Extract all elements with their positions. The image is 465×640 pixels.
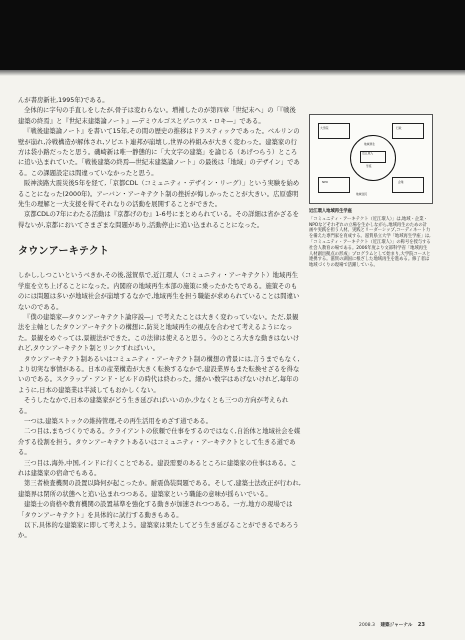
body-paragraph: 三つ目は,海外,中国,インドに行くことである。建設需要のあるところに建築家の仕事はある。これは建築家の宿命でもある。: [18, 459, 297, 477]
diagram-label: 近江環人: [362, 151, 374, 155]
body-paragraph: 以下,具体的な建築家に即して考えよう。建築家は果たしてどう生き延びることができるであろうか。: [18, 522, 299, 540]
page-footer: [355, 622, 425, 628]
sidebar-caption-title: 近江環人地域再生学座: [309, 209, 352, 214]
section-heading: タウンアーキテクト: [18, 246, 110, 258]
body-paragraph: 第三者検査機関の設置以降何が起こったか。耐震偽装問題である。そして,建築士法改正が行われ,建築界は閉所の状態へと追い込まれつつある。建築家という職能の意味が揺らいでいる。: [18, 480, 301, 498]
body-paragraph: 阪神淡路大震災後5年を経て,「京都CDL（コミュニティ・デザイン・リーグ）」という実験を始めることになった(2000年)。アーバン・アーキテクト制の挫折が悔しかったことが大きい。広原盛明先生の理解と一大支援を得てそれなりの活動を展開することができた。: [18, 180, 300, 209]
body-paragraph: 『僕の建築家―タウンアーキテクト論序説―』で考えたことは大きく変わっていない。ただ,景観法を主軸としたタウンアーキテクトの構想に,防災と地域再生の視点を合わせて考えるようになった。景観をめぐっては,景観法ができた。この法律は使えると思う。今のところ大きな動きはないけれど,タウンアーキテクト制とリンクすればいい。: [18, 313, 300, 353]
sidebar-column: [309, 114, 431, 269]
diagram-box: [392, 177, 424, 193]
body-paragraph: しかし,しつこいというべきか,その後,滋賀県で,近江環人（コミュニティ・アーキテクト）地域再生学座を立ち上げることになった。内閣府の地域再生本部の施策に乗ったかたちである。施策そのものには問題は多いが地域社会が崩壊するなかで,地域再生を担う職能が求められていることは間違いないのである。: [18, 272, 300, 311]
page-fold-shadow: [0, 70, 465, 76]
sidebar-caption: [309, 209, 431, 269]
body-paragraph: 建築士の資格や教育機関の設置基準を強化する動きが加速されつつある。一方,地方の現場では「タウンアーキテクト」を具体的に試行する動きもある。: [18, 501, 293, 519]
org-diagram-figure: [309, 114, 433, 204]
scanner-dark-band: [0, 0, 465, 70]
sidebar-caption-body: 「コミュニティ・アーキテクト（近江環人）」は,地域・企業・NPOなどそれぞれの立場を生かしながら,地域再生のための計画や実践を担う人材。実践とリーダーシップ,コーディネート力を備えた専門家を育成する。滋賀県立大学「地域再生学座」は,「コミュニティ・アーキテクト（近江環人）」の称号を授与する社会人教育の場である。2006年度より文部科学省「地域再生人材創出拠点の形成」プログラムとして始まり,大学院コースと連携する。滋賀の湖国に根ざした地域再生を進める。修了者は地域づくりの現場で活躍している。: [309, 216, 431, 269]
diagram-label: 学座: [366, 164, 372, 168]
body-paragraph: 『戦後建築論ノート』を書いて15年,その間の歴史の推移はドラスティックであった。ベルリンの壁が崩れ,冷戦構造が解体され,ソビエト連邦が崩壊し,世界の枠組みが大きく変わった。建築家の行方は袋小路だったと思う。磯崎新は唯一静態的に「大文字の建築」を論じる（あげつらう）ところに追い込まれていた。「戦後建築の終焉―世紀末建築論ノート」の最後は「地域」のデザイン」である。この課題設定は間違っていなかったと思う。: [18, 128, 300, 177]
body-paragraph: 全体的に字句の手直しをしたが,骨子は変わらない。増補したのが第四章「世紀末へ」の「『戦後建築の終焉』と『世紀末建築論ノート』―デミウルゴスとゲニウス・ロキ―」である。: [18, 107, 296, 125]
footer-journal-name: 建築ジャーナル: [380, 623, 413, 628]
diagram-label: NPO: [322, 180, 328, 184]
page-number: 23: [417, 622, 425, 628]
main-text-column: [18, 96, 301, 542]
body-paragraph: そうしたなかで,日本の建築家がどう生き延びればいいのか,少なくとも三つの方向が考えられる。: [18, 397, 289, 415]
footer-date: 2008.3: [358, 623, 375, 628]
body-paragraph: 二つ目は,まちづくりである。クライアントの依頼で仕事をするのではなく,自治体と地域社会を媒介する役割を担う。タウンアーキテクトあるいはコミュニティ・アーキテクトとして生きる道である。: [18, 428, 301, 457]
diagram-label: 企業: [398, 180, 404, 184]
diagram-label: 地域住民: [356, 192, 368, 196]
diagram-label: 大学院: [320, 126, 329, 130]
body-paragraph: タウンアーキテクト制あるいはコミュニティ・アーキテクト制の構想の背景には,言うまでもなく,より切実な事情がある。日本の産業構造が大きく転換するなかで,建設業界もまた転換せざるを得ないのである。スクラップ・アンド・ビルドの時代は終わった。細かい数字はあげないけれど,毎年のように,日本の建築業は半減してもおかしくない。: [18, 355, 300, 394]
diagram-label: 行政: [396, 126, 402, 130]
diagram-label: 地域再生: [364, 142, 376, 146]
body-paragraph: んが書房新社,1995年)である。: [18, 97, 109, 104]
body-paragraph: 京都CDLの7年にわたる活動は『京都げのむ』1-6号にまとめられている。その詳細は省かざるを得ないが,京都においてさまざまな問題があり,活動停止に追い込まれることになった。: [18, 211, 299, 229]
body-paragraph: 一つは,建築ストックの維持管理,その再生活用をめざす道である。: [24, 417, 212, 425]
